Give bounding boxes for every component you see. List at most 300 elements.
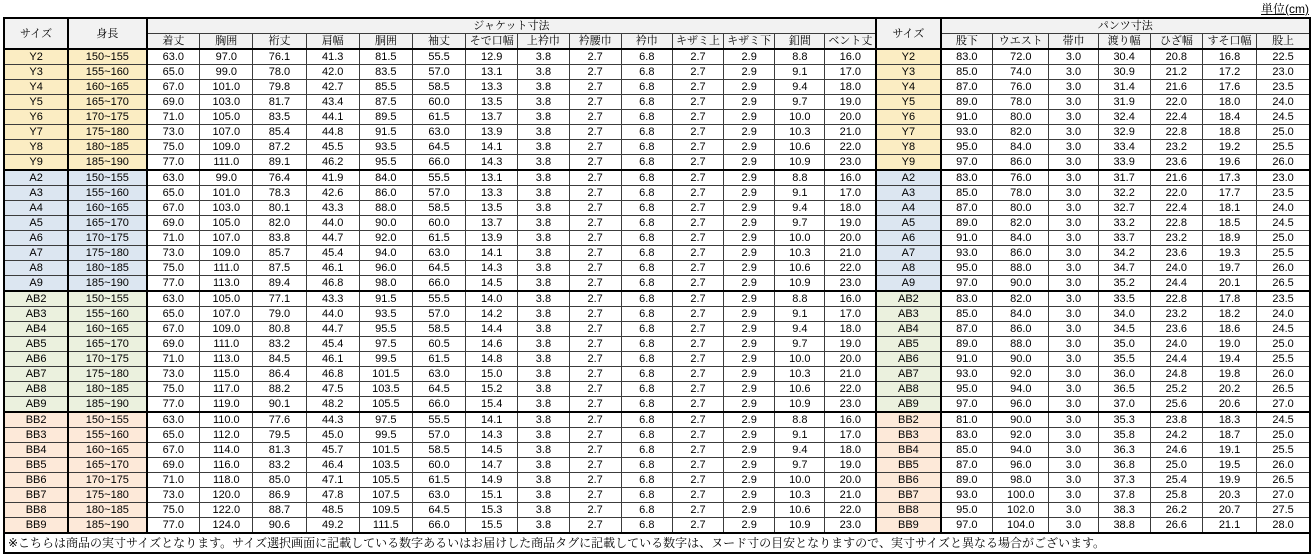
height-cell: 160~165 bbox=[68, 80, 146, 95]
jacket-value-cell: 41.9 bbox=[306, 170, 359, 186]
jacket-value-cell: 77.0 bbox=[147, 518, 200, 534]
jacket-value-cell: 13.9 bbox=[466, 231, 518, 246]
pants-value-cell: 19.0 bbox=[1202, 337, 1256, 352]
jacket-value-cell: 103.0 bbox=[200, 95, 253, 110]
pants-value-cell: 93.0 bbox=[941, 125, 993, 140]
jacket-value-cell: 6.8 bbox=[621, 307, 672, 322]
pants-value-cell: 19.3 bbox=[1202, 246, 1256, 261]
pants-value-cell: 24.0 bbox=[1257, 201, 1310, 216]
jacket-value-cell: 14.3 bbox=[466, 155, 518, 171]
table-row bbox=[4, 231, 1310, 246]
jacket-value-cell: 17.0 bbox=[825, 186, 876, 201]
jacket-value-cell: 71.0 bbox=[147, 352, 200, 367]
pants-value-cell: 37.0 bbox=[1098, 397, 1150, 413]
pants-value-cell: 23.2 bbox=[1150, 307, 1202, 322]
jacket-value-cell: 2.7 bbox=[672, 322, 723, 337]
jacket-value-cell: 2.7 bbox=[569, 246, 621, 261]
size-chart-table bbox=[3, 17, 1311, 534]
jacket-value-cell: 15.1 bbox=[466, 488, 518, 503]
height-cell: 155~160 bbox=[68, 65, 146, 80]
jacket-value-cell: 64.5 bbox=[412, 382, 465, 397]
jacket-value-cell: 2.7 bbox=[569, 276, 621, 292]
jacket-value-cell: 2.7 bbox=[672, 488, 723, 503]
jacket-value-cell: 2.9 bbox=[724, 307, 775, 322]
jacket-value-cell: 96.0 bbox=[359, 261, 412, 276]
jacket-value-cell: 6.8 bbox=[621, 170, 672, 186]
jacket-value-cell: 2.9 bbox=[724, 246, 775, 261]
jacket-value-cell: 2.9 bbox=[724, 473, 775, 488]
jacket-value-cell: 2.7 bbox=[672, 65, 723, 80]
height-cell: 150~155 bbox=[68, 170, 146, 186]
pants-value-cell: 30.9 bbox=[1098, 65, 1150, 80]
jacket-value-cell: 16.0 bbox=[825, 412, 876, 428]
jacket-value-cell: 6.8 bbox=[621, 155, 672, 171]
jacket-value-cell: 2.7 bbox=[672, 261, 723, 276]
jacket-value-cell: 2.7 bbox=[569, 322, 621, 337]
pants-value-cell: 91.0 bbox=[941, 110, 993, 125]
jacket-value-cell: 2.9 bbox=[724, 95, 775, 110]
jacket-value-cell: 2.7 bbox=[672, 246, 723, 261]
pants-value-cell: 23.5 bbox=[1257, 186, 1310, 201]
jacket-value-cell: 60.0 bbox=[412, 95, 465, 110]
size-cell-2: Y2 bbox=[876, 49, 940, 65]
pants-col-header: ウエスト bbox=[993, 34, 1049, 50]
jacket-value-cell: 6.8 bbox=[621, 428, 672, 443]
jacket-value-cell: 2.7 bbox=[569, 110, 621, 125]
pants-value-cell: 25.5 bbox=[1257, 246, 1310, 261]
jacket-value-cell: 2.9 bbox=[724, 140, 775, 155]
jacket-value-cell: 3.8 bbox=[518, 291, 569, 307]
pants-value-cell: 24.0 bbox=[1257, 95, 1310, 110]
pants-value-cell: 95.0 bbox=[941, 382, 993, 397]
jacket-value-cell: 2.7 bbox=[569, 473, 621, 488]
jacket-value-cell: 46.4 bbox=[306, 458, 359, 473]
jacket-value-cell: 2.9 bbox=[724, 49, 775, 65]
jacket-value-cell: 2.9 bbox=[724, 518, 775, 534]
jacket-value-cell: 2.7 bbox=[672, 276, 723, 292]
jacket-value-cell: 85.7 bbox=[253, 246, 306, 261]
jacket-value-cell: 83.8 bbox=[253, 231, 306, 246]
jacket-value-cell: 2.9 bbox=[724, 186, 775, 201]
jacket-value-cell: 10.3 bbox=[775, 246, 825, 261]
jacket-value-cell: 2.9 bbox=[724, 428, 775, 443]
pants-value-cell: 37.3 bbox=[1098, 473, 1150, 488]
jacket-value-cell: 84.5 bbox=[253, 352, 306, 367]
jacket-col-header: そで口幅 bbox=[466, 34, 518, 50]
pants-value-cell: 36.8 bbox=[1098, 458, 1150, 473]
table-row bbox=[4, 125, 1310, 140]
jacket-value-cell: 3.8 bbox=[518, 412, 569, 428]
height-cell: 165~170 bbox=[68, 337, 146, 352]
pants-value-cell: 18.6 bbox=[1202, 322, 1256, 337]
jacket-value-cell: 111.0 bbox=[200, 261, 253, 276]
table-body bbox=[4, 49, 1310, 533]
jacket-value-cell: 13.1 bbox=[466, 170, 518, 186]
jacket-value-cell: 58.5 bbox=[412, 322, 465, 337]
pants-value-cell: 18.3 bbox=[1202, 412, 1256, 428]
jacket-value-cell: 2.7 bbox=[569, 170, 621, 186]
jacket-value-cell: 2.7 bbox=[569, 95, 621, 110]
jacket-value-cell: 63.0 bbox=[412, 367, 465, 382]
pants-value-cell: 3.0 bbox=[1049, 155, 1098, 171]
jacket-value-cell: 42.7 bbox=[306, 80, 359, 95]
table-row bbox=[4, 443, 1310, 458]
jacket-value-cell: 2.7 bbox=[672, 216, 723, 231]
jacket-value-cell: 19.0 bbox=[825, 458, 876, 473]
size-cell: A5 bbox=[4, 216, 68, 231]
pants-value-cell: 24.4 bbox=[1150, 276, 1202, 292]
jacket-value-cell: 64.5 bbox=[412, 261, 465, 276]
jacket-value-cell: 124.0 bbox=[200, 518, 253, 534]
pants-value-cell: 33.5 bbox=[1098, 291, 1150, 307]
jacket-value-cell: 42.0 bbox=[306, 65, 359, 80]
jacket-value-cell: 14.8 bbox=[466, 352, 518, 367]
pants-value-cell: 98.0 bbox=[993, 473, 1049, 488]
pants-value-cell: 27.0 bbox=[1257, 397, 1310, 413]
jacket-value-cell: 2.7 bbox=[672, 110, 723, 125]
pants-value-cell: 34.7 bbox=[1098, 261, 1150, 276]
jacket-value-cell: 90.6 bbox=[253, 518, 306, 534]
jacket-value-cell: 77.1 bbox=[253, 291, 306, 307]
pants-value-cell: 82.0 bbox=[993, 291, 1049, 307]
jacket-value-cell: 87.5 bbox=[359, 95, 412, 110]
jacket-value-cell: 44.7 bbox=[306, 231, 359, 246]
jacket-value-cell: 2.9 bbox=[724, 261, 775, 276]
jacket-value-cell: 2.7 bbox=[569, 518, 621, 534]
jacket-value-cell: 10.9 bbox=[775, 276, 825, 292]
jacket-value-cell: 9.7 bbox=[775, 337, 825, 352]
pants-value-cell: 22.4 bbox=[1150, 201, 1202, 216]
jacket-value-cell: 13.7 bbox=[466, 110, 518, 125]
jacket-value-cell: 2.7 bbox=[569, 125, 621, 140]
pants-group-header: パンツ寸法 bbox=[941, 18, 1311, 34]
size-cell-2: AB2 bbox=[876, 291, 940, 307]
pants-value-cell: 3.0 bbox=[1049, 201, 1098, 216]
jacket-value-cell: 3.8 bbox=[518, 110, 569, 125]
pants-value-cell: 94.0 bbox=[993, 382, 1049, 397]
pants-value-cell: 3.0 bbox=[1049, 382, 1098, 397]
jacket-value-cell: 46.2 bbox=[306, 155, 359, 171]
jacket-value-cell: 2.9 bbox=[724, 201, 775, 216]
jacket-value-cell: 84.0 bbox=[359, 170, 412, 186]
jacket-value-cell: 2.7 bbox=[569, 291, 621, 307]
pants-value-cell: 22.8 bbox=[1150, 291, 1202, 307]
col-header-height: 身長 bbox=[68, 18, 146, 49]
jacket-value-cell: 2.9 bbox=[724, 170, 775, 186]
jacket-value-cell: 9.4 bbox=[775, 80, 825, 95]
pants-value-cell: 91.0 bbox=[941, 231, 993, 246]
jacket-value-cell: 93.5 bbox=[359, 307, 412, 322]
pants-value-cell: 23.8 bbox=[1150, 412, 1202, 428]
size-cell: Y8 bbox=[4, 140, 68, 155]
pants-value-cell: 3.0 bbox=[1049, 216, 1098, 231]
jacket-value-cell: 3.8 bbox=[518, 337, 569, 352]
jacket-value-cell: 55.5 bbox=[412, 412, 465, 428]
pants-value-cell: 18.4 bbox=[1202, 110, 1256, 125]
jacket-value-cell: 57.0 bbox=[412, 428, 465, 443]
jacket-value-cell: 6.8 bbox=[621, 140, 672, 155]
table-row bbox=[4, 291, 1310, 307]
height-cell: 185~190 bbox=[68, 518, 146, 534]
jacket-value-cell: 88.7 bbox=[253, 503, 306, 518]
jacket-value-cell: 3.8 bbox=[518, 125, 569, 140]
jacket-value-cell: 18.0 bbox=[825, 322, 876, 337]
pants-value-cell: 19.6 bbox=[1202, 155, 1256, 171]
pants-value-cell: 96.0 bbox=[993, 397, 1049, 413]
size-cell: A3 bbox=[4, 186, 68, 201]
jacket-value-cell: 67.0 bbox=[147, 443, 200, 458]
pants-value-cell: 82.0 bbox=[993, 216, 1049, 231]
height-cell: 165~170 bbox=[68, 95, 146, 110]
pants-value-cell: 17.8 bbox=[1202, 291, 1256, 307]
pants-value-cell: 35.3 bbox=[1098, 412, 1150, 428]
height-cell: 155~160 bbox=[68, 428, 146, 443]
jacket-value-cell: 76.1 bbox=[253, 49, 306, 65]
table-row bbox=[4, 397, 1310, 413]
pants-value-cell: 102.0 bbox=[993, 503, 1049, 518]
pants-value-cell: 78.0 bbox=[993, 95, 1049, 110]
pants-value-cell: 72.0 bbox=[993, 49, 1049, 65]
pants-value-cell: 22.0 bbox=[1150, 95, 1202, 110]
jacket-value-cell: 10.9 bbox=[775, 397, 825, 413]
jacket-value-cell: 118.0 bbox=[200, 473, 253, 488]
jacket-value-cell: 2.7 bbox=[569, 458, 621, 473]
jacket-value-cell: 58.5 bbox=[412, 443, 465, 458]
pants-value-cell: 35.2 bbox=[1098, 276, 1150, 292]
jacket-value-cell: 65.0 bbox=[147, 65, 200, 80]
pants-value-cell: 21.1 bbox=[1202, 518, 1256, 534]
size-cell: A4 bbox=[4, 201, 68, 216]
jacket-value-cell: 9.7 bbox=[775, 458, 825, 473]
jacket-value-cell: 6.8 bbox=[621, 95, 672, 110]
pants-value-cell: 22.8 bbox=[1150, 216, 1202, 231]
jacket-value-cell: 83.2 bbox=[253, 458, 306, 473]
jacket-value-cell: 6.8 bbox=[621, 216, 672, 231]
size-cell: AB4 bbox=[4, 322, 68, 337]
jacket-value-cell: 2.9 bbox=[724, 443, 775, 458]
jacket-value-cell: 2.7 bbox=[672, 186, 723, 201]
jacket-value-cell: 2.7 bbox=[672, 231, 723, 246]
pants-value-cell: 24.0 bbox=[1257, 307, 1310, 322]
pants-value-cell: 84.0 bbox=[993, 307, 1049, 322]
jacket-value-cell: 44.0 bbox=[306, 216, 359, 231]
jacket-value-cell: 2.9 bbox=[724, 291, 775, 307]
col-header-size: サイズ bbox=[4, 18, 68, 49]
height-cell: 185~190 bbox=[68, 155, 146, 171]
jacket-value-cell: 89.5 bbox=[359, 110, 412, 125]
jacket-value-cell: 2.7 bbox=[569, 352, 621, 367]
jacket-value-cell: 16.0 bbox=[825, 49, 876, 65]
size-cell: Y3 bbox=[4, 65, 68, 80]
pants-value-cell: 26.5 bbox=[1257, 473, 1310, 488]
jacket-value-cell: 2.7 bbox=[672, 503, 723, 518]
pants-value-cell: 24.5 bbox=[1257, 412, 1310, 428]
pants-value-cell: 104.0 bbox=[993, 518, 1049, 534]
size-cell-2: BB9 bbox=[876, 518, 940, 534]
pants-value-cell: 96.0 bbox=[993, 458, 1049, 473]
pants-value-cell: 32.2 bbox=[1098, 186, 1150, 201]
jacket-value-cell: 45.4 bbox=[306, 246, 359, 261]
pants-value-cell: 25.5 bbox=[1257, 352, 1310, 367]
pants-value-cell: 87.0 bbox=[941, 80, 993, 95]
size-cell-2: BB3 bbox=[876, 428, 940, 443]
size-cell: Y7 bbox=[4, 125, 68, 140]
jacket-value-cell: 63.0 bbox=[147, 49, 200, 65]
jacket-value-cell: 14.1 bbox=[466, 140, 518, 155]
jacket-value-cell: 3.8 bbox=[518, 231, 569, 246]
pants-value-cell: 23.2 bbox=[1150, 231, 1202, 246]
pants-value-cell: 26.2 bbox=[1150, 503, 1202, 518]
table-row bbox=[4, 352, 1310, 367]
pants-value-cell: 25.6 bbox=[1150, 397, 1202, 413]
pants-value-cell: 95.0 bbox=[941, 140, 993, 155]
table-row bbox=[4, 382, 1310, 397]
jacket-value-cell: 9.4 bbox=[775, 322, 825, 337]
jacket-value-cell: 105.5 bbox=[359, 473, 412, 488]
pants-value-cell: 26.0 bbox=[1257, 155, 1310, 171]
jacket-value-cell: 2.7 bbox=[569, 397, 621, 413]
jacket-value-cell: 48.2 bbox=[306, 397, 359, 413]
jacket-col-header: 肩幅 bbox=[306, 34, 359, 50]
jacket-value-cell: 13.3 bbox=[466, 186, 518, 201]
pants-value-cell: 24.4 bbox=[1150, 352, 1202, 367]
height-cell: 170~175 bbox=[68, 473, 146, 488]
height-cell: 180~185 bbox=[68, 382, 146, 397]
table-row bbox=[4, 110, 1310, 125]
pants-value-cell: 24.0 bbox=[1150, 261, 1202, 276]
pants-value-cell: 85.0 bbox=[941, 186, 993, 201]
pants-value-cell: 33.7 bbox=[1098, 231, 1150, 246]
pants-value-cell: 32.9 bbox=[1098, 125, 1150, 140]
size-cell: AB8 bbox=[4, 382, 68, 397]
pants-value-cell: 95.0 bbox=[941, 261, 993, 276]
jacket-value-cell: 21.0 bbox=[825, 246, 876, 261]
jacket-col-header: 袖丈 bbox=[412, 34, 465, 50]
jacket-value-cell: 69.0 bbox=[147, 95, 200, 110]
jacket-value-cell: 67.0 bbox=[147, 322, 200, 337]
pants-value-cell: 25.0 bbox=[1257, 125, 1310, 140]
jacket-value-cell: 14.3 bbox=[466, 428, 518, 443]
size-cell-2: AB5 bbox=[876, 337, 940, 352]
table-row bbox=[4, 503, 1310, 518]
jacket-value-cell: 44.0 bbox=[306, 307, 359, 322]
jacket-value-cell: 17.0 bbox=[825, 65, 876, 80]
pants-value-cell: 87.0 bbox=[941, 201, 993, 216]
pants-value-cell: 83.0 bbox=[941, 291, 993, 307]
pants-value-cell: 3.0 bbox=[1049, 95, 1098, 110]
jacket-value-cell: 111.0 bbox=[200, 337, 253, 352]
pants-value-cell: 26.0 bbox=[1257, 261, 1310, 276]
jacket-value-cell: 10.9 bbox=[775, 518, 825, 534]
jacket-value-cell: 71.0 bbox=[147, 110, 200, 125]
height-cell: 170~175 bbox=[68, 352, 146, 367]
jacket-value-cell: 6.8 bbox=[621, 322, 672, 337]
size-cell: BB5 bbox=[4, 458, 68, 473]
size-cell: AB6 bbox=[4, 352, 68, 367]
jacket-value-cell: 77.6 bbox=[253, 412, 306, 428]
pants-value-cell: 23.0 bbox=[1257, 170, 1310, 186]
height-cell: 180~185 bbox=[68, 503, 146, 518]
jacket-value-cell: 81.7 bbox=[253, 95, 306, 110]
jacket-value-cell: 57.0 bbox=[412, 186, 465, 201]
jacket-value-cell: 73.0 bbox=[147, 246, 200, 261]
jacket-value-cell: 113.0 bbox=[200, 276, 253, 292]
size-cell: A7 bbox=[4, 246, 68, 261]
pants-value-cell: 90.0 bbox=[993, 352, 1049, 367]
size-cell: AB5 bbox=[4, 337, 68, 352]
jacket-value-cell: 6.8 bbox=[621, 231, 672, 246]
pants-value-cell: 24.2 bbox=[1150, 428, 1202, 443]
table-row bbox=[4, 367, 1310, 382]
jacket-value-cell: 119.0 bbox=[200, 397, 253, 413]
pants-value-cell: 97.0 bbox=[941, 155, 993, 171]
jacket-value-cell: 18.0 bbox=[825, 201, 876, 216]
jacket-value-cell: 103.0 bbox=[200, 201, 253, 216]
jacket-value-cell: 3.8 bbox=[518, 95, 569, 110]
jacket-col-header: キザミ上 bbox=[672, 34, 723, 50]
jacket-value-cell: 67.0 bbox=[147, 80, 200, 95]
pants-value-cell: 19.4 bbox=[1202, 352, 1256, 367]
jacket-value-cell: 14.1 bbox=[466, 412, 518, 428]
pants-value-cell: 26.6 bbox=[1150, 518, 1202, 534]
jacket-value-cell: 6.8 bbox=[621, 412, 672, 428]
jacket-value-cell: 3.8 bbox=[518, 503, 569, 518]
jacket-value-cell: 13.3 bbox=[466, 80, 518, 95]
jacket-value-cell: 2.9 bbox=[724, 337, 775, 352]
jacket-value-cell: 55.5 bbox=[412, 49, 465, 65]
pants-value-cell: 26.5 bbox=[1257, 276, 1310, 292]
pants-value-cell: 87.0 bbox=[941, 458, 993, 473]
pants-value-cell: 33.2 bbox=[1098, 216, 1150, 231]
pants-value-cell: 20.6 bbox=[1202, 397, 1256, 413]
pants-value-cell: 17.7 bbox=[1202, 186, 1256, 201]
jacket-value-cell: 6.8 bbox=[621, 488, 672, 503]
size-cell-2: AB6 bbox=[876, 352, 940, 367]
jacket-value-cell: 13.1 bbox=[466, 65, 518, 80]
jacket-value-cell: 3.8 bbox=[518, 80, 569, 95]
pants-value-cell: 25.0 bbox=[1257, 337, 1310, 352]
pants-value-cell: 34.5 bbox=[1098, 322, 1150, 337]
jacket-value-cell: 85.5 bbox=[359, 80, 412, 95]
table-row bbox=[4, 518, 1310, 534]
jacket-value-cell: 8.8 bbox=[775, 170, 825, 186]
jacket-value-cell: 2.7 bbox=[672, 307, 723, 322]
jacket-value-cell: 16.0 bbox=[825, 291, 876, 307]
jacket-value-cell: 8.8 bbox=[775, 49, 825, 65]
unit-label: 単位(cm) bbox=[1261, 2, 1309, 16]
size-cell-2: Y3 bbox=[876, 65, 940, 80]
jacket-value-cell: 3.8 bbox=[518, 307, 569, 322]
size-cell-2: BB8 bbox=[876, 503, 940, 518]
jacket-value-cell: 10.6 bbox=[775, 140, 825, 155]
size-cell: A2 bbox=[4, 170, 68, 186]
table-row bbox=[4, 95, 1310, 110]
jacket-value-cell: 87.5 bbox=[253, 261, 306, 276]
jacket-value-cell: 87.2 bbox=[253, 140, 306, 155]
height-cell: 160~165 bbox=[68, 443, 146, 458]
height-cell: 175~180 bbox=[68, 367, 146, 382]
pants-value-cell: 3.0 bbox=[1049, 367, 1098, 382]
pants-value-cell: 3.0 bbox=[1049, 125, 1098, 140]
jacket-value-cell: 2.7 bbox=[569, 65, 621, 80]
pants-value-cell: 3.0 bbox=[1049, 110, 1098, 125]
table-row bbox=[4, 473, 1310, 488]
jacket-value-cell: 14.7 bbox=[466, 458, 518, 473]
jacket-value-cell: 2.7 bbox=[569, 307, 621, 322]
jacket-value-cell: 65.0 bbox=[147, 307, 200, 322]
size-cell: AB3 bbox=[4, 307, 68, 322]
pants-value-cell: 88.0 bbox=[993, 261, 1049, 276]
